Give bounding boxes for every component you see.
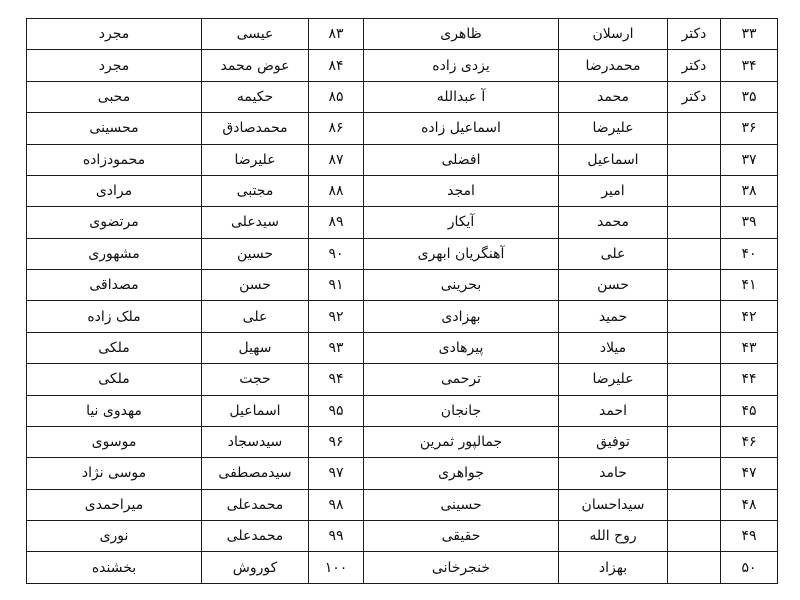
first-name-cell-2: حکیمه (202, 81, 309, 112)
table-row (27, 301, 778, 332)
row-number-cell: ۳۷ (721, 144, 778, 175)
last-name-cell-2: محسینی (27, 113, 202, 144)
title-cell (668, 458, 721, 489)
first-name-cell: حمید (559, 301, 668, 332)
last-name-cell-2: موسی نژاد (27, 458, 202, 489)
last-name-cell: خنجرخانی (364, 552, 559, 584)
last-name-cell: بهزادی (364, 301, 559, 332)
title-cell (668, 175, 721, 206)
last-name-cell-2: مصداقی (27, 270, 202, 301)
title-cell (668, 144, 721, 175)
row-number-cell-2: ۹۹ (309, 521, 364, 552)
last-name-cell: آهنگریان ابهری (364, 238, 559, 269)
first-name-cell: محمدرضا (559, 50, 668, 81)
first-name-cell-2: کوروش (202, 552, 309, 584)
first-name-cell: حسن (559, 270, 668, 301)
title-cell (668, 521, 721, 552)
table-row (27, 395, 778, 426)
table-row (27, 113, 778, 144)
table-row (27, 144, 778, 175)
row-number-cell: ۴۳ (721, 332, 778, 363)
first-name-cell-2: سیدمصطفی (202, 458, 309, 489)
row-number-cell: ۳۹ (721, 207, 778, 238)
title-cell (668, 113, 721, 144)
last-name-cell-2: مجرد (27, 19, 202, 50)
first-name-cell: توفیق (559, 426, 668, 457)
first-name-cell-2: حسین (202, 238, 309, 269)
last-name-cell: امجد (364, 175, 559, 206)
row-number-cell: ۳۴ (721, 50, 778, 81)
last-name-cell-2: مرتضوی (27, 207, 202, 238)
first-name-cell: اسماعیل (559, 144, 668, 175)
row-number-cell: ۴۷ (721, 458, 778, 489)
first-name-cell: احمد (559, 395, 668, 426)
table-row (27, 332, 778, 363)
title-cell (668, 395, 721, 426)
row-number-cell-2: ۱۰۰ (309, 552, 364, 584)
first-name-cell-2: اسماعیل (202, 395, 309, 426)
row-number-cell-2: ۸۹ (309, 207, 364, 238)
row-number-cell-2: ۹۳ (309, 332, 364, 363)
first-name-cell: میلاد (559, 332, 668, 363)
last-name-cell-2: مجرد (27, 50, 202, 81)
last-name-cell: حسینی (364, 489, 559, 520)
last-name-cell: آ عبدالله (364, 81, 559, 112)
first-name-cell: علی (559, 238, 668, 269)
table-row (27, 458, 778, 489)
first-name-cell: محمد (559, 81, 668, 112)
row-number-cell-2: ۹۷ (309, 458, 364, 489)
table-row (27, 50, 778, 81)
table-row (27, 19, 778, 50)
row-number-cell-2: ۹۴ (309, 364, 364, 395)
first-name-cell: حامد (559, 458, 668, 489)
row-number-cell: ۳۸ (721, 175, 778, 206)
first-name-cell-2: مجتبی (202, 175, 309, 206)
title-cell (668, 426, 721, 457)
last-name-cell-2: بخشنده (27, 552, 202, 584)
title-cell (668, 270, 721, 301)
table-row (27, 489, 778, 520)
row-number-cell: ۳۵ (721, 81, 778, 112)
last-name-cell-2: ملکی (27, 332, 202, 363)
first-name-cell: امیر (559, 175, 668, 206)
row-number-cell-2: ۹۸ (309, 489, 364, 520)
row-number-cell-2: ۸۳ (309, 19, 364, 50)
title-cell: دکتر (668, 81, 721, 112)
last-name-cell-2: نوری (27, 521, 202, 552)
last-name-cell: جواهری (364, 458, 559, 489)
row-number-cell-2: ۹۶ (309, 426, 364, 457)
first-name-cell: محمد (559, 207, 668, 238)
row-number-cell: ۴۹ (721, 521, 778, 552)
row-number-cell-2: ۹۵ (309, 395, 364, 426)
row-number-cell-2: ۸۵ (309, 81, 364, 112)
last-name-cell-2: محمودزاده (27, 144, 202, 175)
row-number-cell-2: ۹۰ (309, 238, 364, 269)
title-cell (668, 207, 721, 238)
last-name-cell-2: محبی (27, 81, 202, 112)
first-name-cell-2: علیرضا (202, 144, 309, 175)
title-cell: دکتر (668, 50, 721, 81)
last-name-cell-2: ملک زاده (27, 301, 202, 332)
row-number-cell: ۴۰ (721, 238, 778, 269)
title-cell (668, 301, 721, 332)
title-cell (668, 332, 721, 363)
last-name-cell-2: ملکی (27, 364, 202, 395)
first-name-cell-2: محمدصادق (202, 113, 309, 144)
row-number-cell-2: ۸۷ (309, 144, 364, 175)
first-name-cell: علیرضا (559, 113, 668, 144)
table-row (27, 238, 778, 269)
last-name-cell: آیکار (364, 207, 559, 238)
title-cell: دکتر (668, 19, 721, 50)
title-cell (668, 238, 721, 269)
last-name-cell-2: مشهوری (27, 238, 202, 269)
table-row (27, 364, 778, 395)
first-name-cell-2: سهیل (202, 332, 309, 363)
first-name-cell: بهزاد (559, 552, 668, 584)
first-name-cell-2: علی (202, 301, 309, 332)
last-name-cell: ترحمی (364, 364, 559, 395)
row-number-cell: ۴۱ (721, 270, 778, 301)
last-name-cell: پیرهادی (364, 332, 559, 363)
title-cell (668, 489, 721, 520)
first-name-cell-2: سیدعلی (202, 207, 309, 238)
row-number-cell: ۴۸ (721, 489, 778, 520)
table-row (27, 521, 778, 552)
row-number-cell: ۴۶ (721, 426, 778, 457)
table-row (27, 207, 778, 238)
last-name-cell: جانجان (364, 395, 559, 426)
row-number-cell-2: ۸۴ (309, 50, 364, 81)
first-name-cell-2: عیسی (202, 19, 309, 50)
first-name-cell: علیرضا (559, 364, 668, 395)
first-name-cell: روح الله (559, 521, 668, 552)
last-name-cell-2: میراحمدی (27, 489, 202, 520)
last-name-cell: افضلی (364, 144, 559, 175)
names-table-body (27, 19, 778, 584)
table-row (27, 270, 778, 301)
table-row (27, 175, 778, 206)
last-name-cell: جمالپور ثمرین (364, 426, 559, 457)
table-row (27, 81, 778, 112)
last-name-cell-2: مرادی (27, 175, 202, 206)
row-number-cell-2: ۸۸ (309, 175, 364, 206)
first-name-cell-2: حسن (202, 270, 309, 301)
last-name-cell: یزدی زاده (364, 50, 559, 81)
first-name-cell: سیداحسان (559, 489, 668, 520)
row-number-cell: ۳۳ (721, 19, 778, 50)
first-name-cell: ارسلان (559, 19, 668, 50)
row-number-cell-2: ۸۶ (309, 113, 364, 144)
first-name-cell-2: محمدعلی (202, 489, 309, 520)
last-name-cell-2: مهدوی نیا (27, 395, 202, 426)
table-row (27, 426, 778, 457)
first-name-cell-2: عوض محمد (202, 50, 309, 81)
row-number-cell: ۵۰ (721, 552, 778, 584)
first-name-cell-2: حجت (202, 364, 309, 395)
row-number-cell: ۳۶ (721, 113, 778, 144)
last-name-cell: اسماعیل زاده (364, 113, 559, 144)
first-name-cell-2: محمدعلی (202, 521, 309, 552)
title-cell (668, 364, 721, 395)
first-name-cell-2: سیدسجاد (202, 426, 309, 457)
last-name-cell-2: موسوی (27, 426, 202, 457)
last-name-cell: حقیقی (364, 521, 559, 552)
row-number-cell: ۴۴ (721, 364, 778, 395)
last-name-cell: ظاهری (364, 19, 559, 50)
row-number-cell-2: ۹۲ (309, 301, 364, 332)
row-number-cell: ۴۲ (721, 301, 778, 332)
row-number-cell-2: ۹۱ (309, 270, 364, 301)
last-name-cell: بحرینی (364, 270, 559, 301)
row-number-cell: ۴۵ (721, 395, 778, 426)
table-row (27, 552, 778, 584)
names-table (26, 18, 778, 584)
title-cell (668, 552, 721, 584)
